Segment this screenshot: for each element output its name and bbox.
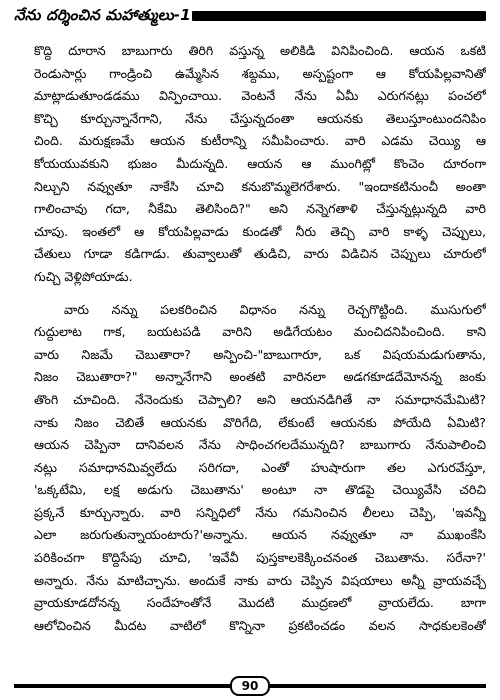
text-line: అన్నారు. నేను మాటిచ్చాను. అందుకే నాకు వారు చెప్పిన విషయాలు అన్నీ వ్రాయవచ్చే: [34, 572, 486, 588]
text-line: పరికించగా కొద్దిసేపు చూచి, 'ఇవేవీ పుస్తకాలకెక్కించనంత చెబుతాను. సరేనా?': [34, 550, 486, 566]
text-line: కొద్ది దూరాన బాబుగారు తిరిగి వస్తున్న అలికిడి వినిపించింది. ఆయన ఒకటి: [34, 43, 486, 58]
text-line: ప్రక్కనే కూర్చున్నారు. వారి సన్నిధిలో నేను గమనించిన లీలలు చెప్పి, 'ఇవన్నీ: [34, 504, 486, 520]
page-header: [14, 6, 486, 28]
page-footer: [14, 676, 486, 696]
text-line: 'ఒక్కటేమి, లక్ష అడుగు చెబుతాను' అంటూ నా తొడపై చెయ్యివేసి చరిచి: [34, 482, 486, 498]
paragraph-gap: [34, 289, 486, 299]
body-text: [34, 40, 486, 637]
page-number: 90: [230, 676, 270, 696]
text-line: చూపు. ఇంతలో ఆ కోయపిల్లవాడు కుండతో నీరు తెచ్చి వారి కాళ్ళ చెప్పులు,: [34, 223, 486, 239]
text-line: ఆలోచించిన మీదట వాటిలో కొన్నినా ప్రకటించడం వలన సాధకులకెంతో: [34, 617, 486, 633]
text-line: గుద్దులాట గాక, బయటపడి వారిని అడిగేయటం మంచిదనిపించింది. కాని: [34, 324, 486, 340]
text-line: కోయయువకుని భుజం మీదున్నది. ఆయన ఆ ముంగిట్లో కొంచెం దూరంగా: [34, 155, 486, 171]
text-line: నిల్చుని నవ్వుతూ నాకేసి చూచి కనుబొమ్మలెగరేశారు. "ఇందాకటినుంచీ అంతా: [34, 178, 486, 194]
paragraph-2: [34, 299, 486, 638]
text-line: వ్రాయకూడదోనన్న సందేహంతోనే మొదటి ముద్రణలో వ్రాయలేదు. బాగా: [34, 595, 486, 611]
text-line: తొంగి చూచింది. నేనెందుకు చెప్పాలి? అని ఆయనడిగితే నా సమాధానమేమిటి?: [34, 391, 486, 407]
text-line: గుచ్చి వెళ్లిపోయాడు.: [34, 268, 133, 284]
text-line: రెండుసార్లు గాండ్రించి ఉమ్మేసిన శబ్దము, అస్పష్టంగా ఆ కోయపిల్లవానితో: [34, 65, 486, 81]
header-rule-bar: [192, 11, 486, 21]
text-line: వారు నిజమే చెబుతారా? అన్పించి-"బాబుగారూ, ఒక విషయమడుగుతాను,: [34, 346, 486, 362]
text-line: చేతులు గూడా కడిగాడు. తువ్వాలుతో తుడిచి, వారు విడిచిన చెప్పులు చూరులో: [34, 246, 486, 262]
running-title: నేను దర్శించిన మహాత్ములు-1: [14, 6, 191, 24]
paragraph-1: [34, 40, 486, 289]
text-line: నాకు నిజం చెబితే ఆయనకు వొరిగేది, లేకుంటే ఆయనకు పోయేది ఏమిటి?: [34, 414, 486, 430]
text-line: గాలించావు గదా, నీకేమి తెలిసింది?" అని నన్నెగతాళి చేస్తున్నట్లున్నది వారి: [34, 201, 486, 217]
text-line: నట్లు సమాధానమివ్వలేదు సరిగదా, ఎంతో హుషారుగా తల ఎగురవేస్తూ,: [34, 459, 486, 475]
text-line: ఎలా జరుగుతున్నాయంటారు?'అన్నాను. ఆయన నవ్వుతూ నా ముఖంకేసి: [34, 527, 486, 543]
text-line: వారు నన్ను పలకరించిన విధానం నన్ను రెచ్చగొట్టింది. ముసుగులో: [64, 301, 486, 317]
text-line: మాట్లాడుతూండడము విన్పించాయి. వెంటనే నేను ఏమీ ఎరుగనట్లు పంచలో: [34, 88, 486, 104]
text-line: నిజం చెబుతారా?" అన్నానేగాని అంతటి వారినలా అడగకూడదేమోనన్న జంకు: [34, 369, 486, 385]
text-line: ఆయన చెప్పినా దానివలన నేను సాధించగలదేమున్నది? బాబుగారు నేనుపాలించి: [34, 437, 486, 453]
text-line: చింది. మరుక్షణమే ఆయన కుటీరాన్ని సమీపించారు. వారి ఎడమ చెయ్యి ఆ: [34, 133, 486, 149]
text-line: కొచ్చి కూర్చున్నానేగాని, నేను చేస్తున్నదంతా ఆయనకు తెలుస్తూంటుందనిపిం: [34, 110, 486, 126]
